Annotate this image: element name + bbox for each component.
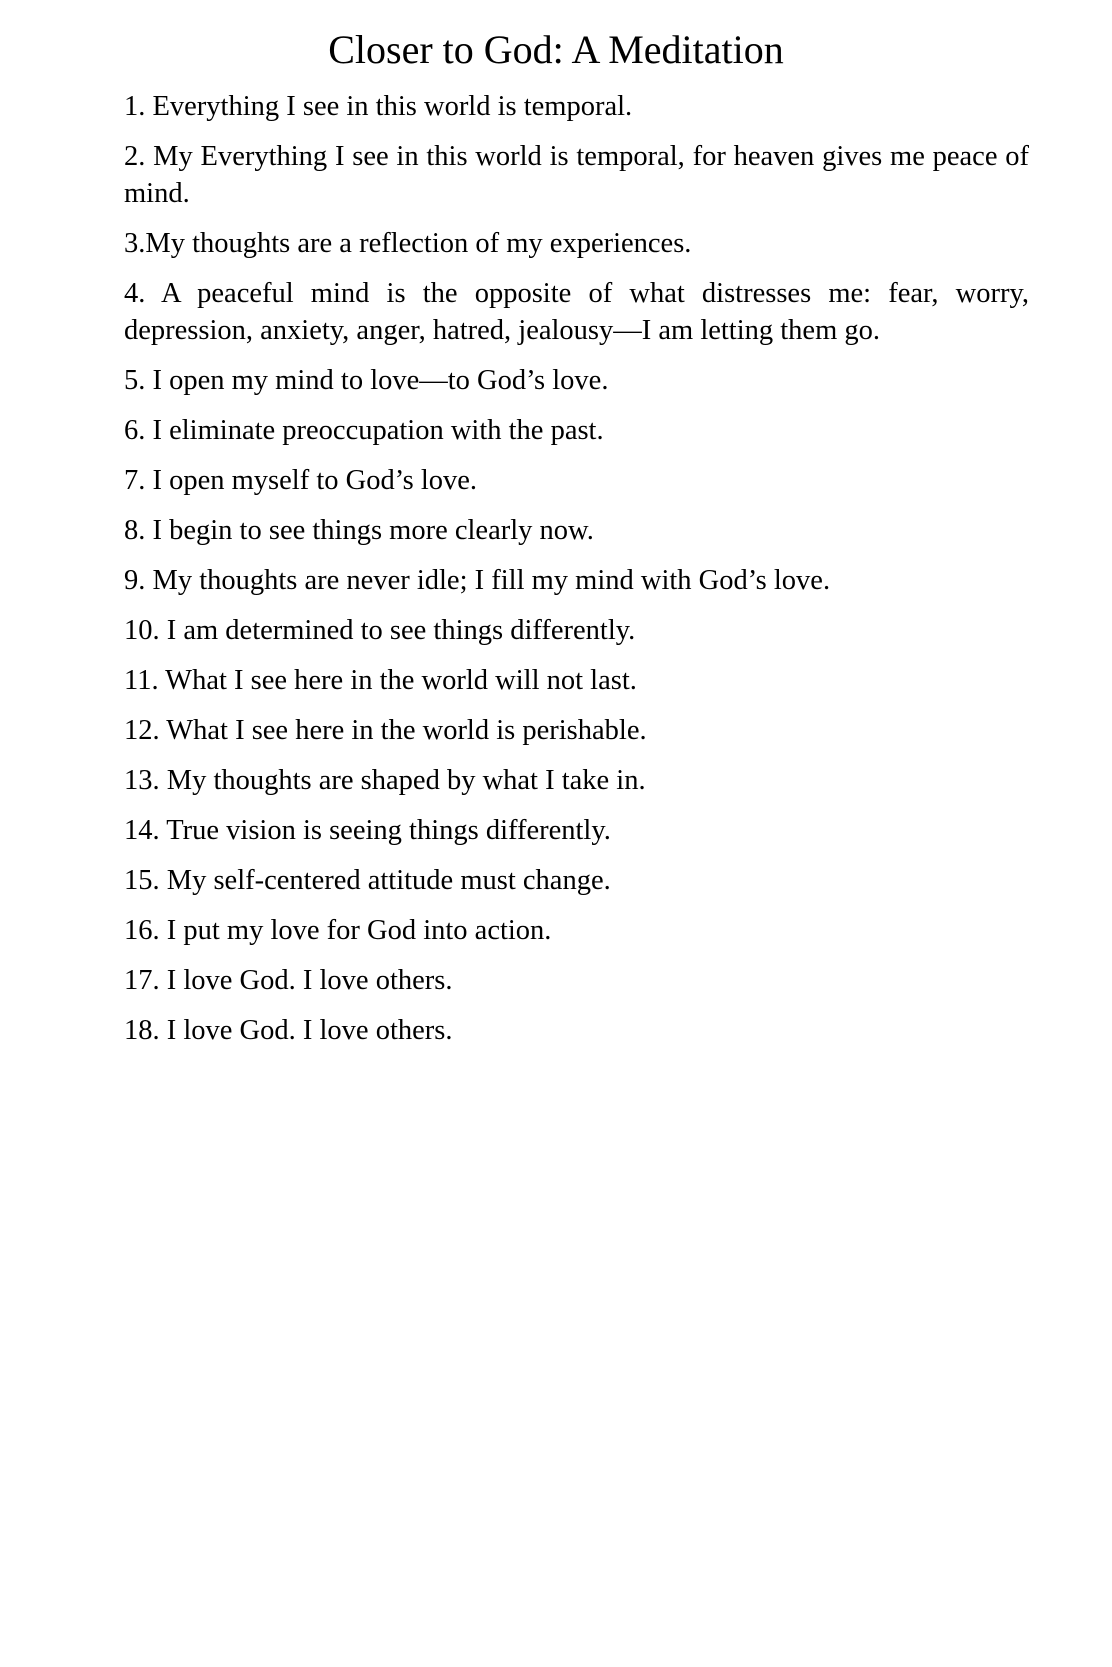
list-item: 4. A peaceful mind is the opposite of what distresses me: fear, worry, depression, anxiety, anger, hatred, jealousy—I am letting them go. [124, 278, 1029, 346]
list-item: 15. My self-centered attitude must change. [124, 865, 611, 896]
list-item: 14. True vision is seeing things differently. [124, 815, 611, 846]
list-item: 9. My thoughts are never idle; I fill my mind with God’s love. [124, 565, 831, 596]
list-item: 11. What I see here in the world will not last. [124, 665, 637, 696]
list-item: 1. Everything I see in this world is temporal. [124, 91, 633, 122]
list-item: 12. What I see here in the world is perishable. [124, 715, 647, 746]
meditation-list [124, 88, 1029, 1062]
list-item: 7. I open myself to God’s love. [124, 465, 478, 496]
list-item: 18. I love God. I love others. [124, 1015, 453, 1046]
list-item: 16. I put my love for God into action. [124, 915, 552, 946]
page-title: Closer to God: A Meditation [328, 27, 784, 72]
list-item: 17. I love God. I love others. [124, 965, 453, 996]
list-item: 3.My thoughts are a reflection of my experiences. [124, 228, 692, 259]
list-item: 10. I am determined to see things differently. [124, 615, 636, 646]
list-item: 13. My thoughts are shaped by what I take in. [124, 765, 646, 796]
list-item: 8. I begin to see things more clearly now. [124, 515, 594, 546]
list-item: 6. I eliminate preoccupation with the past. [124, 415, 604, 446]
list-item: 2. My Everything I see in this world is temporal, for heaven gives me peace of mind. [124, 141, 1029, 209]
list-item: 5. I open my mind to love—to God’s love. [124, 365, 609, 396]
